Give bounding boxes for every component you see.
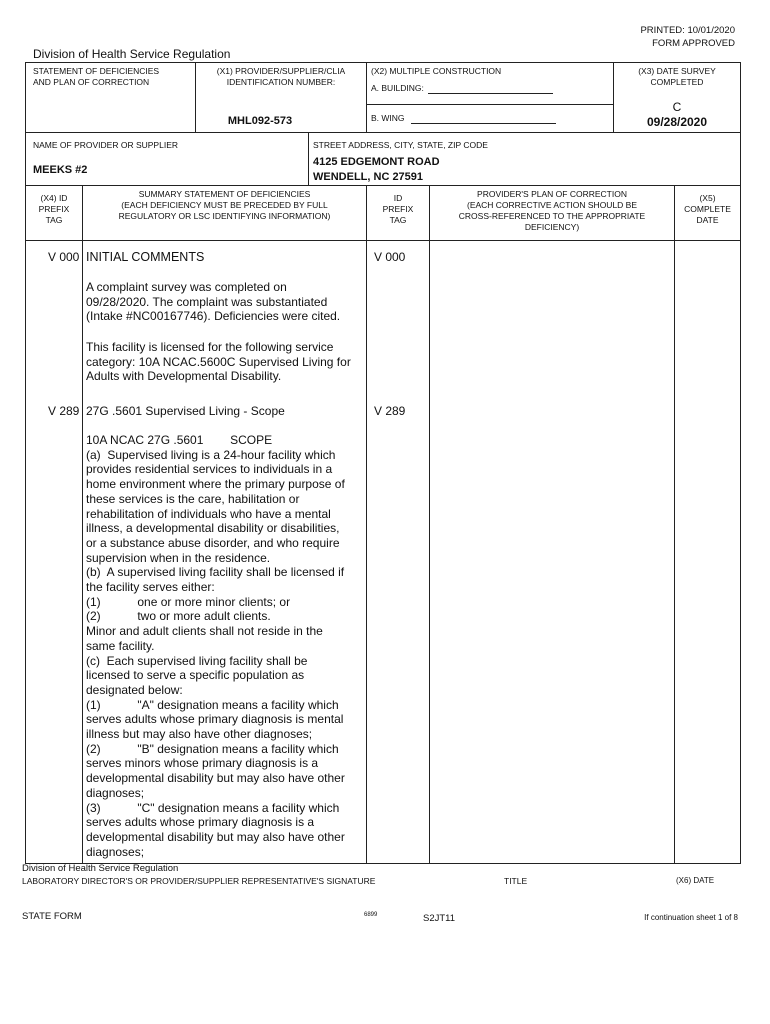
wing-blank xyxy=(411,123,556,124)
printed-date: PRINTED: 10/01/2020 xyxy=(640,25,735,36)
rule xyxy=(366,62,367,132)
header-printed-block xyxy=(640,24,735,50)
address-line-1: 4125 EDGEMONT ROAD xyxy=(313,156,440,168)
column-header-summary: SUMMARY STATEMENT OF DEFICIENCIES (EACH DEFICIENCY MUST BE PRECEDED BY FULL REGULATORY OR LSC IDENTIFYING INFORMATION) xyxy=(118,189,331,221)
statement-label: STATEMENT OF DEFICIENCIES AND PLAN OF CORRECTION xyxy=(33,66,160,87)
rule xyxy=(25,132,741,133)
survey-date: 09/28/2020 xyxy=(646,115,708,129)
provider-name-label: NAME OF PROVIDER OR SUPPLIER xyxy=(33,140,178,150)
column-header-x4: (X4) ID PREFIX TAG xyxy=(38,193,70,225)
entry-tag-v289: V 289 xyxy=(48,404,80,418)
provider-id-label: (X1) PROVIDER/SUPPLIER/CLIA IDENTIFICATION NUMBER: xyxy=(216,66,346,87)
wing-label: B. WING xyxy=(371,113,405,123)
provider-id: MHL092-573 xyxy=(227,115,293,127)
x6-date-label: (X6) DATE xyxy=(676,876,715,885)
event-id: S2JT11 xyxy=(423,913,456,924)
rule xyxy=(82,185,83,864)
rule xyxy=(25,62,26,864)
entry-id-tag-v000: V 000 xyxy=(374,250,406,264)
wing-field xyxy=(371,113,556,124)
provider-name: MEEKS #2 xyxy=(33,164,88,176)
address-label: STREET ADDRESS, CITY, STATE, ZIP CODE xyxy=(313,140,488,150)
column-header-plan: PROVIDER'S PLAN OF CORRECTION (EACH CORRECTIVE ACTION SHOULD BE CROSS-REFERENCED TO THE APPROPRIATE DEFICIENCY) xyxy=(458,189,646,232)
form-number: 6899 xyxy=(364,912,378,918)
rule xyxy=(308,132,309,185)
division-title: Division of Health Service Regulation xyxy=(33,47,231,61)
entry-id-tag-v289: V 289 xyxy=(374,404,406,418)
entry-title-initial-comments: INITIAL COMMENTS xyxy=(86,250,205,264)
entry-tag-v000: V 000 xyxy=(48,250,80,264)
rule xyxy=(674,185,675,864)
rule xyxy=(366,104,613,105)
building-blank xyxy=(428,93,553,94)
form-approved: FORM APPROVED xyxy=(652,38,735,49)
signature-label: LABORATORY DIRECTOR'S OR PROVIDER/SUPPLIER REPRESENTATIVE'S SIGNATURE xyxy=(22,876,376,886)
rule xyxy=(366,185,367,864)
entry-paragraph: This facility is licensed for the following service category: 10A NCAC.5600C Supervised Living for Adults with Developmental Disability. xyxy=(86,340,351,384)
date-survey-label: (X3) DATE SURVEY COMPLETED xyxy=(638,66,716,87)
building-field xyxy=(371,83,553,94)
column-header-x5: (X5) COMPLETE DATE xyxy=(684,193,731,225)
entry-body-text: 10A NCAC 27G .5601 SCOPE (a) Supervised living is a 24-hour facility which provides residential services to individuals in a home environment where the primary purpose of these services is the care, habilitation or rehabilitation of individuals who have a mental illness, a developmental disability or disabilities, or a substance abuse disorder, and who require supervision when in the residence. (b) A supervised living facility shall be licensed if the facility serves either: (1) one or more minor clients; or (2) two or more adult clients. Minor and adult clients shall not reside in the same facility. (c) Each supervised living facility shall be licensed to serve a specific population as designated below: (1) "A" designation means a facility which serves adults whose primary diagnosis is mental illness but may also have other diagnoses; (2) "B" designation means a facility which serves minors whose primary diagnosis is a developmental disability but may also have other diagnoses; (3) "C" designation means a facility which serves adults whose primary diagnosis is a developmental disability but may also have other diagnoses; xyxy=(86,433,345,859)
rule xyxy=(25,62,741,63)
state-form-label: STATE FORM xyxy=(22,911,82,922)
continuation-sheet: If continuation sheet 1 of 8 xyxy=(644,913,738,922)
rule xyxy=(740,62,741,864)
address-line-2: WENDELL, NC 27591 xyxy=(313,171,424,183)
building-label: A. BUILDING: xyxy=(371,83,424,93)
title-label: TITLE xyxy=(504,876,528,886)
rule xyxy=(25,240,741,241)
survey-letter: C xyxy=(672,100,682,114)
column-header-id-prefix: ID PREFIX TAG xyxy=(382,193,414,225)
entry-paragraph: A complaint survey was completed on 09/28/2020. The complaint was substantiated (Intake #NC00167746). Deficiencies were cited. xyxy=(86,280,341,324)
rule xyxy=(429,185,430,864)
entry-title-supervised-living: 27G .5601 Supervised Living - Scope xyxy=(86,404,285,418)
multiple-construction-label: (X2) MULTIPLE CONSTRUCTION xyxy=(371,66,502,76)
footer-division: Division of Health Service Regulation xyxy=(22,863,179,874)
address-block xyxy=(313,155,440,185)
rule xyxy=(25,185,741,186)
